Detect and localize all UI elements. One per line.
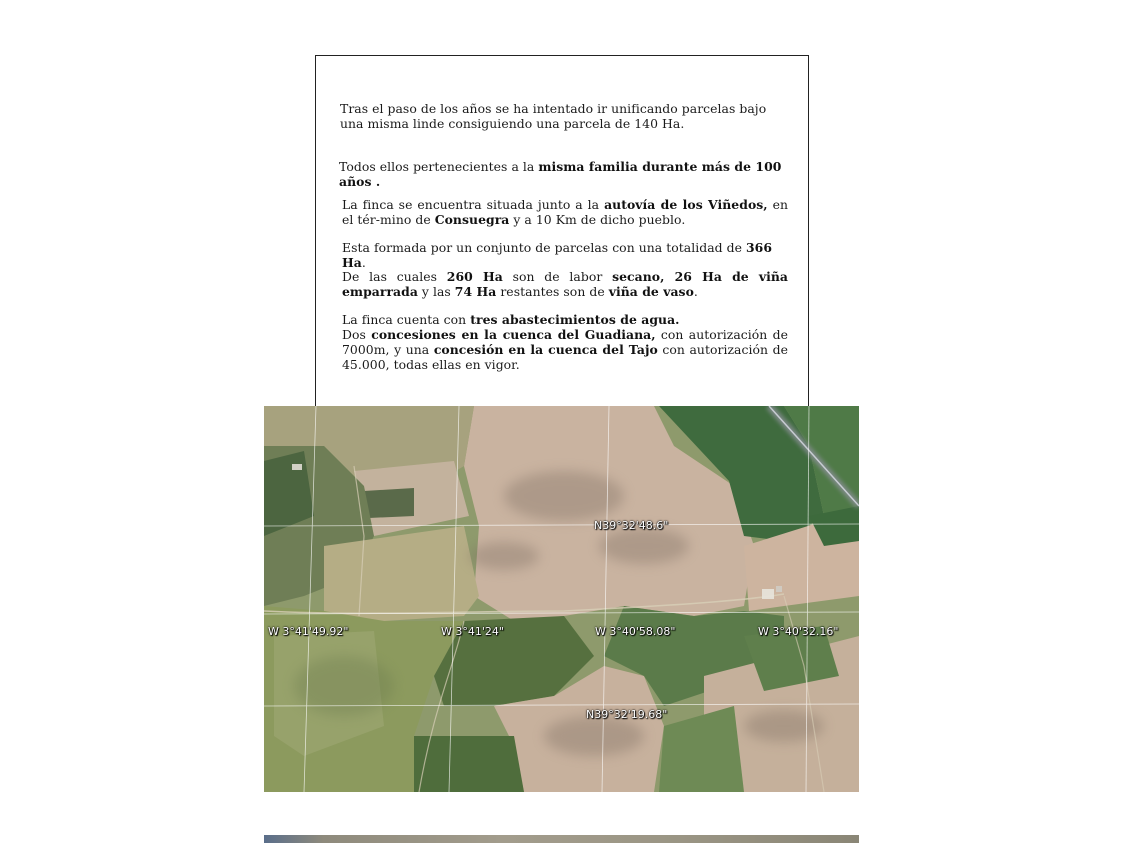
text-segment: en el tér-mino de [342,197,788,227]
coord-label-w2: W 3°41'24" [441,625,504,638]
highlight-labor: 260 Ha [446,269,503,284]
highlight-family: misma familia durante más de 100 años . [339,159,782,189]
satellite-image [264,406,859,792]
paragraph-unification [340,101,790,131]
description-box [315,55,809,455]
highlight-total: 366 Ha [342,240,772,270]
text-segment: y las [417,284,455,299]
text-segment: con autorización de 45.000, todas ellas en vigor. [342,342,788,372]
highlight-tajo: concesión en la cuenca del Tajo [433,342,658,357]
highlight-consuegra: Consuegra [434,212,510,227]
highlight-water: tres abastecimientos de agua. [470,312,680,327]
text-segment: Esta formada por un conjunto de parcelas con una totalidad de [342,240,746,255]
paragraph-land-use [342,269,788,299]
text-segment: son de labor [502,269,613,284]
coord-label-n-bottom: N39°32'19.68" [586,708,668,721]
highlight-secano: secano, 26 Ha de viña emparrada [342,269,789,299]
text-segment: Dos [342,327,372,342]
paragraph-total-area [342,240,788,270]
paragraph-text: Tras el paso de los años se ha intentado ir unificando parcelas bajo una misma linde consiguiendo una parcela de 140 Ha. [340,101,767,131]
highlight-remaining: 74 Ha [454,284,497,299]
text-segment: Todos ellos pertenecientes a la [339,159,539,174]
coord-label-w3: W 3°40'58.08" [595,625,676,638]
text-segment: De las cuales [342,269,447,284]
text-segment: con autorización de 7000m, y una [342,327,788,357]
text-segment: La finca se encuentra situada junto a la [342,197,605,212]
text-segment: y a 10 Km de dicho pueblo. [509,212,686,227]
paragraph-family [339,159,799,189]
paragraph-water [342,312,788,372]
coord-label-w1: W 3°41'49.92" [268,625,349,638]
highlight-guadiana: concesiones en la cuenca del Guadiana, [371,327,656,342]
highlight-autovia: autovía de los Viñedos, [604,197,768,212]
text-segment: . [361,255,366,270]
paragraph-location [342,197,788,227]
coord-label-w4: W 3°40'32.16" [758,625,839,638]
text-segment: . [693,284,698,299]
coord-label-n-top: N39°32'48.6" [594,519,669,532]
satellite-map [264,406,859,792]
second-satellite-image-edge [264,835,859,843]
text-segment: restantes son de [496,284,609,299]
highlight-vaso: viña de vaso [608,284,694,299]
text-segment: La finca cuenta con [342,312,471,327]
